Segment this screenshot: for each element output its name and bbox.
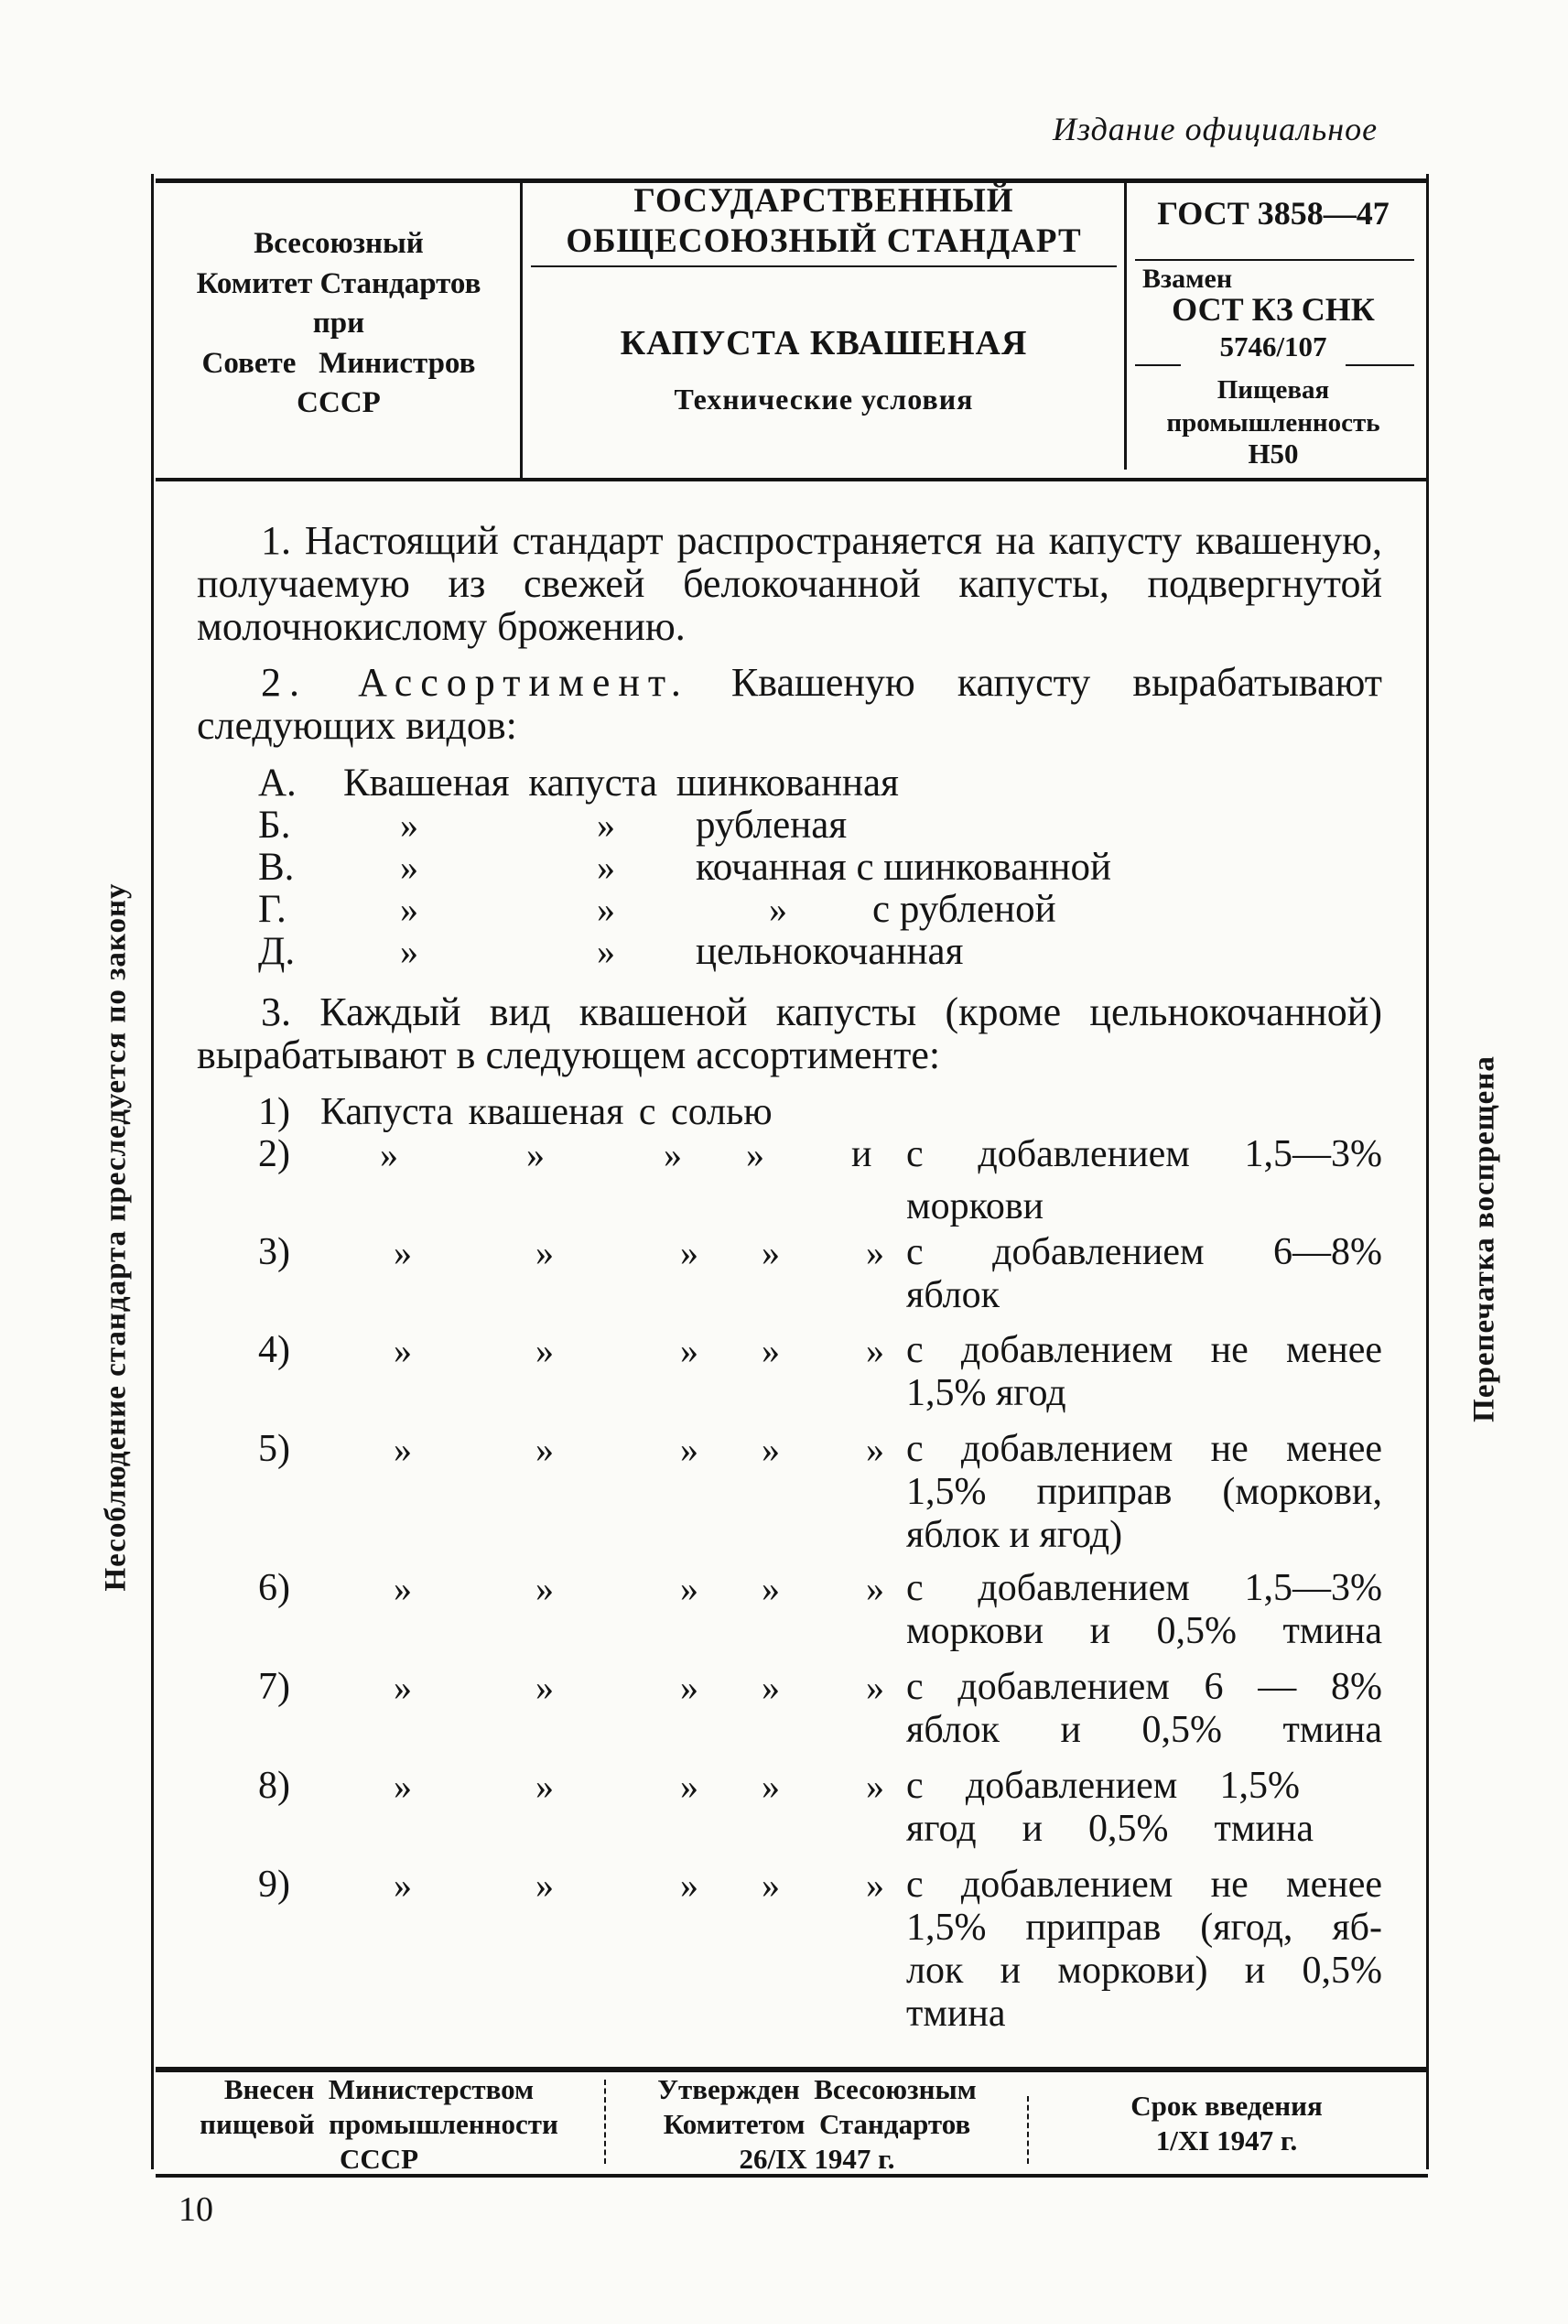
committee-line-2: Комитет Стандартов xyxy=(196,266,481,300)
ditto-mark: » xyxy=(535,1667,554,1708)
assortment-number: 8) xyxy=(258,1765,290,1807)
paragraph-2 xyxy=(197,661,1382,747)
ditto-mark: » xyxy=(535,1330,554,1371)
assortment-line: лок и моркови) и 0,5% xyxy=(906,1950,1382,1992)
ditto-mark: » xyxy=(762,1667,780,1708)
footer-approved xyxy=(609,2072,1025,2177)
ditto-mark: » xyxy=(762,1330,780,1371)
introduced-line-2: пищевой промышленности xyxy=(200,2108,558,2140)
committee-line-5: СССР xyxy=(297,386,381,420)
ditto-mark: » xyxy=(400,889,418,930)
ditto-mark: » xyxy=(680,1865,698,1906)
approved-line-1: Утвержден Всесоюзным xyxy=(657,2073,977,2105)
ditto-mark: » xyxy=(394,1330,412,1371)
ditto-mark: » xyxy=(866,1330,884,1371)
kind-text: с рубленой xyxy=(872,888,1056,931)
ditto-mark: » xyxy=(400,931,418,972)
assortment-number: 6) xyxy=(258,1567,290,1609)
page-number: 10 xyxy=(178,2190,213,2229)
ditto-mark: » xyxy=(597,931,615,972)
assortment-number: 5) xyxy=(258,1428,290,1470)
ditto-mark: » xyxy=(680,1766,698,1807)
ditto-mark: » xyxy=(400,847,418,888)
right-border xyxy=(1426,174,1429,2169)
ditto-mark: » xyxy=(866,1429,884,1470)
assortment-line: с добавлением не менее xyxy=(906,1329,1382,1371)
header-right-rule-1 xyxy=(1135,259,1414,261)
header-divider-1 xyxy=(520,178,523,481)
assortment-line: с добавлением не менее xyxy=(906,1428,1382,1470)
standard-type xyxy=(531,181,1117,262)
effective-line-1: Срок введения xyxy=(1130,2090,1323,2122)
industry-line-2: промышленность xyxy=(1166,408,1380,438)
replaces-number: 5746/107 xyxy=(1219,330,1327,362)
ditto-mark: » xyxy=(866,1766,884,1807)
kind-text: цельнокочанная xyxy=(696,930,964,973)
kind-letter: В. xyxy=(258,846,295,889)
effective-line-2: 1/XI 1947 г. xyxy=(1155,2124,1298,2156)
section-heading-assortment: 2. Ассортимент. xyxy=(261,660,689,705)
assortment-line: яблок xyxy=(906,1274,1000,1316)
ditto-mark: » xyxy=(394,1865,412,1906)
kind-text: рубленая xyxy=(696,804,848,847)
assortment-line: с добавлением 1,5% xyxy=(906,1765,1300,1807)
and-word: и xyxy=(851,1133,872,1175)
ditto-mark: » xyxy=(680,1568,698,1609)
assortment-line: яблок и ягод) xyxy=(906,1514,1123,1556)
assortment-line: 1,5% приправ (ягод, яб- xyxy=(906,1907,1382,1949)
ditto-mark: » xyxy=(746,1134,764,1175)
product-subtitle: Технические условия xyxy=(674,383,974,416)
ditto-mark: » xyxy=(394,1667,412,1708)
header-right-rule-2a xyxy=(1135,364,1181,366)
ditto-mark: » xyxy=(866,1865,884,1906)
replaces-label: Взамен xyxy=(1142,264,1233,294)
ditto-mark: » xyxy=(394,1232,412,1273)
ditto-mark: » xyxy=(400,805,418,846)
edition-label: Издание официальное xyxy=(1053,111,1379,147)
ditto-mark: » xyxy=(535,1865,554,1906)
assortment-line: моркови и 0,5% тмина xyxy=(906,1610,1382,1652)
kind-letter: Д. xyxy=(258,930,296,973)
standard-type-line-2: ОБЩЕСОЮЗНЫЙ СТАНДАРТ xyxy=(566,222,1082,260)
ditto-mark: » xyxy=(762,1865,780,1906)
industry-line-1: Пищевая xyxy=(1217,375,1330,405)
footer-effective xyxy=(1034,2089,1419,2158)
kind-letter: А. xyxy=(258,762,297,805)
assortment-line: с добавлением 6 — 8% xyxy=(906,1666,1382,1708)
footer-introduced xyxy=(157,2072,600,2177)
header-right-rule-2b xyxy=(1346,364,1414,366)
paragraph-3: 3. Каждый вид квашеной капусты (кроме цельнокочанной) вырабатывают в следующем ассортименте: xyxy=(197,989,1382,1077)
ditto-mark: » xyxy=(526,1134,545,1175)
industry xyxy=(1131,373,1415,439)
assortment-number: 4) xyxy=(258,1329,290,1371)
assortment-number: 7) xyxy=(258,1666,290,1708)
assortment-line: 1,5% приправ (моркови, xyxy=(906,1471,1382,1513)
approved-line-2: Комитетом Стандартов xyxy=(663,2108,971,2140)
ditto-mark: » xyxy=(866,1232,884,1273)
ditto-mark: » xyxy=(664,1134,682,1175)
header-divider-2 xyxy=(1124,178,1127,470)
committee-line-3: при xyxy=(312,307,365,340)
ditto-mark: » xyxy=(535,1429,554,1470)
approved-line-3: 26/IX 1947 г. xyxy=(739,2143,895,2175)
ditto-mark: » xyxy=(762,1429,780,1470)
committee-name xyxy=(165,224,513,424)
assortment-number: 3) xyxy=(258,1231,290,1273)
ditto-mark: » xyxy=(394,1429,412,1470)
introduced-line-3: СССР xyxy=(339,2143,419,2175)
assortment-text: Капуста квашеная с солью xyxy=(320,1091,773,1133)
ditto-mark: » xyxy=(597,889,615,930)
paragraph-2-text: Квашеную капусту вырабатывают следующих видов: xyxy=(197,660,1382,748)
side-note-legal: Несоблюдение стандарта преследуется по закону xyxy=(99,882,133,1592)
committee-line-4: Совете Министров xyxy=(201,346,476,380)
ditto-mark: » xyxy=(762,1232,780,1273)
ditto-mark: » xyxy=(597,847,615,888)
ditto-mark: » xyxy=(535,1232,554,1273)
assortment-line: тмина xyxy=(906,1993,1006,2035)
introduced-line-1: Внесен Министерством xyxy=(223,2073,535,2105)
assortment-line: с добавлением 1,5—3% xyxy=(906,1133,1382,1175)
ditto-mark: » xyxy=(680,1667,698,1708)
assortment-line: 1,5% ягод xyxy=(906,1372,1066,1414)
header-middle-rule xyxy=(531,265,1117,267)
assortment-line: моркови xyxy=(906,1185,1044,1227)
replaces-code: ОСТ КЗ СНК xyxy=(1172,291,1375,328)
ditto-mark: » xyxy=(394,1568,412,1609)
standard-type-line-1: ГОСУДАРСТВЕННЫЙ xyxy=(633,182,1014,220)
paragraph-1: 1. Настоящий стандарт распространяется на капусту квашеную, получаемую из свежей белокочанной капусты, подвергнутой молочнокислому брожению. xyxy=(197,518,1382,649)
assortment-line: с добавлением 1,5—3% xyxy=(906,1567,1382,1609)
ditto-mark: » xyxy=(762,1766,780,1807)
committee-line-1: Всесоюзный xyxy=(254,227,424,260)
assortment-number: 9) xyxy=(258,1864,290,1906)
footer-divider-1 xyxy=(604,2080,606,2164)
ditto-mark: » xyxy=(597,805,615,846)
ditto-mark: » xyxy=(762,1568,780,1609)
product-title: КАПУСТА КВАШЕНАЯ xyxy=(620,324,1028,362)
ditto-mark: » xyxy=(866,1667,884,1708)
kind-text: кочанная с шинкованной xyxy=(696,846,1111,889)
ditto-mark: » xyxy=(535,1568,554,1609)
group-code: Н50 xyxy=(1248,438,1299,470)
assortment-line: с добавлением не менее xyxy=(906,1864,1382,1906)
assortment-line: с добавлением 6—8% xyxy=(906,1231,1382,1273)
ditto-mark: » xyxy=(866,1568,884,1609)
assortment-number: 2) xyxy=(258,1133,290,1175)
ditto-mark: » xyxy=(380,1134,398,1175)
ditto-mark: » xyxy=(680,1429,698,1470)
kind-letter: Б. xyxy=(258,804,291,847)
header-bottom-rule xyxy=(156,478,1428,481)
gost-number: ГОСТ 3858—47 xyxy=(1157,195,1390,232)
ditto-mark: » xyxy=(680,1232,698,1273)
ditto-mark: » xyxy=(535,1766,554,1807)
kind-text: Квашеная капуста шинкованная xyxy=(343,762,899,805)
footer-divider-2 xyxy=(1027,2096,1029,2164)
ditto-mark: » xyxy=(769,889,787,930)
ditto-mark: » xyxy=(394,1766,412,1807)
left-border xyxy=(151,174,154,2169)
kind-letter: Г. xyxy=(258,888,287,931)
assortment-line: яблок и 0,5% тмина xyxy=(906,1709,1382,1751)
side-note-reprint: Перепечатка воспрещена xyxy=(1467,1055,1501,1422)
assortment-number: 1) xyxy=(258,1091,290,1133)
ditto-mark: » xyxy=(680,1330,698,1371)
assortment-line: ягод и 0,5% тмина xyxy=(906,1808,1314,1850)
